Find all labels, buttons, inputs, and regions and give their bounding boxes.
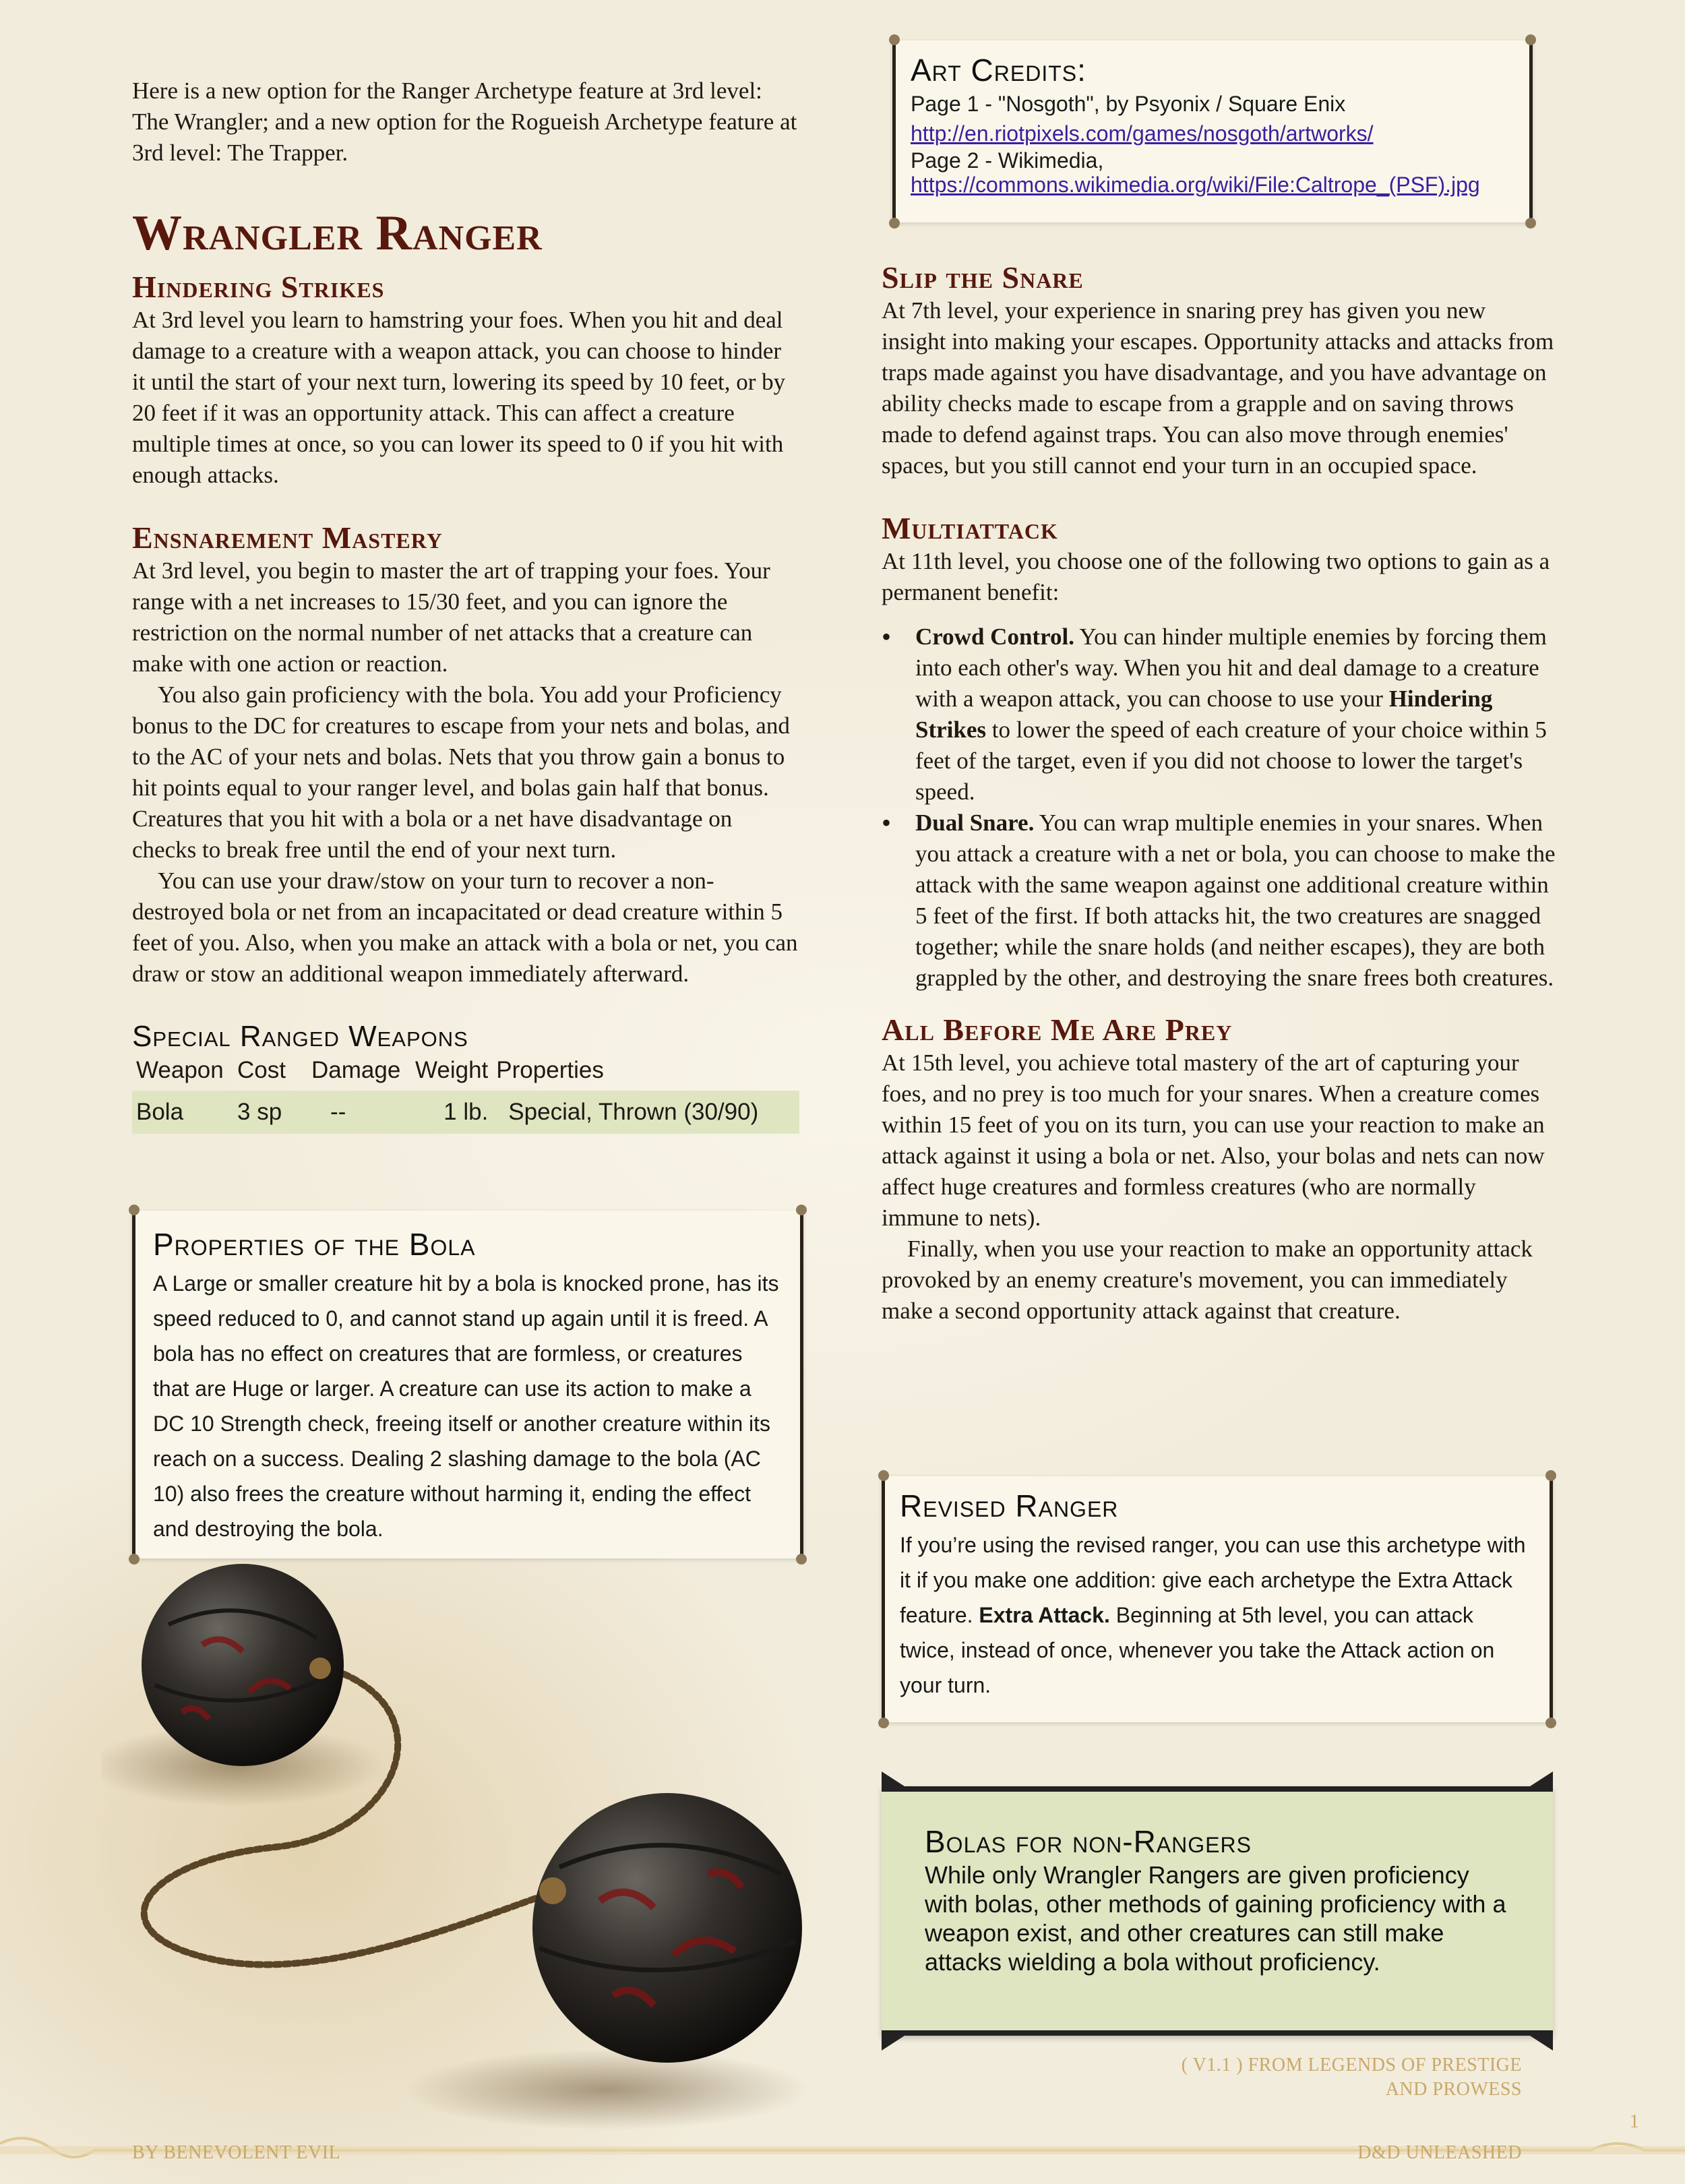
revised-ranger-text xyxy=(900,1527,1531,1703)
crowd-control-label: Crowd Control. xyxy=(915,624,1074,650)
source-credit xyxy=(1011,2053,1522,2102)
column-header: Weight xyxy=(415,1057,489,1083)
revised-ranger-note xyxy=(882,1476,1553,1722)
slip-heading: Slip the Snare xyxy=(882,260,1084,295)
art-credit-link-1[interactable]: http://en.riotpixels.com/games/nosgoth/artworks/ xyxy=(911,121,1374,146)
page-title: Wrangler Ranger xyxy=(132,206,543,261)
table-row xyxy=(132,1091,799,1134)
ensnarement-p3: You can use your draw/stow on your turn to recover a non-destroyed bola or net from an incapacitated or dead creature within 5 feet of you. Also, when you make an attack with a bola or net, you can draw or stow an additional weapon immediately afterward. xyxy=(132,868,798,987)
art-credits-note xyxy=(892,40,1533,222)
footer-right: D&D UNLEASHED xyxy=(1357,2142,1522,2163)
ensnarement-p1: At 3rd level, you begin to master the art of trapping your foes. Your range with a net increases to 15/30 feet, and you can ignore the restriction on the normal number of net attacks that a creature can make with one action or reaction. xyxy=(132,557,770,677)
table-header-row xyxy=(132,1054,799,1091)
hindering-text: At 3rd level you learn to hamstring your foes. When you hit and deal damage to a creature with a weapon attack, you can choose to hinder it until the start of your next turn, lowering its speed by 10 feet, or by 20 feet if it was an opportunity attack. This can affect a creature multiple times at once, so you can lower its speed to 0 if you hit with enough attacks. xyxy=(132,307,786,488)
column-header: Damage xyxy=(311,1057,401,1083)
ensnarement-heading: Ensnarement Mastery xyxy=(132,520,443,555)
bola-properties-note xyxy=(132,1211,803,1558)
prey-heading: All Before Me Are Prey xyxy=(882,1012,1233,1047)
table-cell: -- xyxy=(307,1091,404,1134)
ensnarement-p2: You also gain proficiency with the bola. You add your Proficiency bonus to the DC for creatures to escape from your nets and bolas, and to the AC of your nets and bolas. Nets that you throw gain a bonus to hit points equal to your ranger level, and bolas gain half that bonus. Creatures that you hit with a bola or a net have disadvantage on checks to break free until the end of your next turn. xyxy=(132,681,790,863)
weapons-heading: Special Ranged Weapons xyxy=(132,1020,468,1053)
table-cell: Special, Thrown (30/90) xyxy=(492,1091,799,1134)
bola-properties-text: A Large or smaller creature hit by a bola is knocked prone, has its speed reduced to 0, and cannot stand up again until it is freed. A bola has no effect on creatures that are formless, or creatures that are Huge or larger. A creature can use its action to make a DC 10 Strength check, freeing itself or another creature within its reach on a success. Dealing 2 slashing damage to the bola (AC 10) also frees the creature without harming it, ending the effect and destroying the bola. xyxy=(153,1271,779,1541)
revised-text-2: Beginning at 5th level, you can attack twice, instead of once, whenever you take the Attack action on your turn. xyxy=(900,1603,1495,1697)
crowd-control-text-2: to lower the speed of each creature of your choice within 5 feet of the target, even if you did not choose to lower the target's speed. xyxy=(915,717,1547,805)
left-column xyxy=(132,75,799,1134)
bola-illustration xyxy=(101,1550,876,2144)
art-credits-line1: Page 1 - "Nosgoth", by Psyonix / Square Enix xyxy=(911,92,1346,116)
table-cell: 1 lb. xyxy=(404,1091,492,1134)
bolas-nonrangers-box xyxy=(882,1786,1553,2036)
footer-left: BY BENEVOLENT EVIL xyxy=(132,2142,341,2163)
extra-attack-label: Extra Attack. xyxy=(979,1603,1110,1627)
intro-paragraph: Here is a new option for the Ranger Archetype feature at 3rd level: The Wrangler; and a new option for the Rogueish Archetype feature at 3rd level: The Trapper. xyxy=(132,78,797,166)
bola-properties-title: Properties of the Bola xyxy=(153,1227,476,1262)
list-item xyxy=(915,808,1556,994)
prey-p2: Finally, when you use your reaction to make an opportunity attack provoked by an enemy creature's movement, you can immediately make a second opportunity attack against that creature. xyxy=(882,1236,1533,1324)
art-credits-title: Art Credits: xyxy=(911,53,1086,88)
multiattack-heading: Multiattack xyxy=(882,511,1058,545)
prey-p1: At 15th level, you achieve total mastery of the art of capturing your foes, and no prey is too much for your snares. When a creature comes within 15 feet of you on its turn, you can use your reaction to make an attack against it using a bola or net. Also, your bolas and nets can now affect huge creatures and formless creatures (who are normally immune to nets). xyxy=(882,1050,1545,1231)
hindering-heading: Hindering Strikes xyxy=(132,270,385,304)
multiattack-text: At 11th level, you choose one of the following two options to gain as a permanent benefit: xyxy=(882,548,1550,605)
weapons-table xyxy=(132,1054,799,1134)
page-number: 1 xyxy=(1629,2111,1640,2132)
art-credits-line2: Page 2 - Wikimedia, xyxy=(911,148,1104,173)
art-credit-link-2[interactable]: https://commons.wikimedia.org/wiki/File:Caltrope_(PSF).jpg xyxy=(911,173,1480,197)
dual-snare-text: You can wrap multiple enemies in your snares. When you attack a creature with a net or bola, you can choose to make the attack with the same weapon against one additional creature within 5 feet of the first. If both attacks hit, the two creatures are snagged together; while the snare holds (and neither escapes), they are both grappled by the other, and destroying the snare frees both creatures. xyxy=(915,810,1556,991)
revised-text-1: If you’re using the revised ranger, you can use this archetype with it if you make one addition: give each archetype the Extra Attack feature. xyxy=(900,1533,1526,1627)
revised-ranger-title: Revised Ranger xyxy=(900,1488,1119,1523)
dual-snare-label: Dual Snare. xyxy=(915,810,1035,836)
hindering-strikes-ref: Hindering Strikes xyxy=(915,686,1493,743)
list-item xyxy=(915,621,1556,808)
right-column xyxy=(882,260,1556,1327)
bolas-nonrangers-text: While only Wrangler Rangers are given proficiency with bolas, other methods of gaining proficiency with a weapon exist, and other creatures can still make attacks wielding a bola without proficiency. xyxy=(925,1861,1506,1976)
table-cell: 3 sp xyxy=(233,1091,307,1134)
crowd-control-text: You can hinder multiple enemies by forcing them into each other's way. When you hit and deal damage to a creature with a weapon attack, you can choose to use your xyxy=(915,624,1547,712)
column-header: Weapon xyxy=(136,1057,224,1083)
table-cell: Bola xyxy=(132,1091,233,1134)
slip-text: At 7th level, your experience in snaring prey has given you new insight into making your escapes. Opportunity attacks and attacks from traps made against you have disadvantage, and you have advantage on ability checks made to escape from a grapple and on saving throws made to defend against traps. You can also move through enemies' spaces, but you still cannot end your turn in an occupied space. xyxy=(882,297,1554,479)
bolas-nonrangers-title: Bolas for non-Rangers xyxy=(925,1824,1252,1859)
source-credit-line2: AND PROWESS xyxy=(1385,2079,1522,2100)
column-header: Cost xyxy=(237,1057,286,1083)
multiattack-options xyxy=(882,621,1556,994)
source-credit-line1: ( V1.1 ) FROM LEGENDS OF PRESTIGE xyxy=(1181,2055,1522,2075)
column-header: Properties xyxy=(496,1057,604,1083)
